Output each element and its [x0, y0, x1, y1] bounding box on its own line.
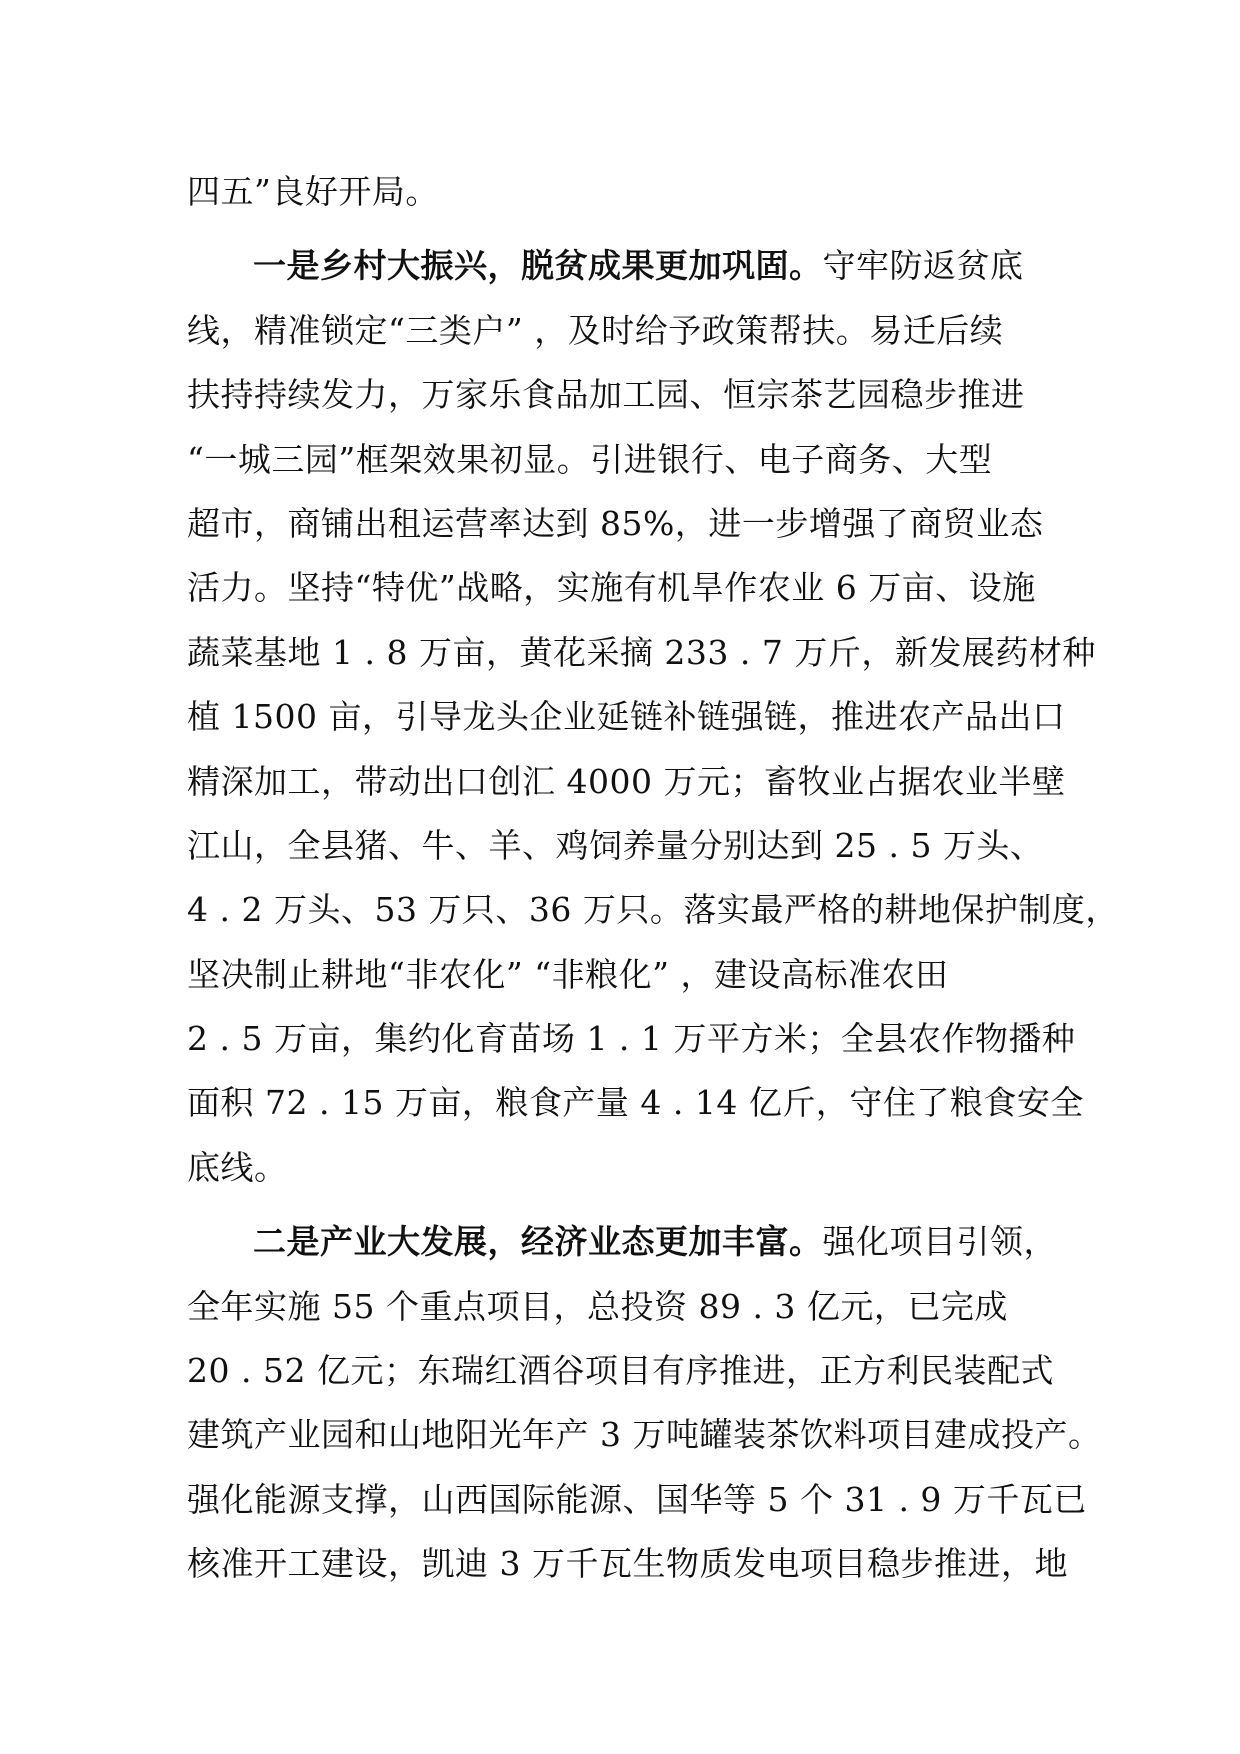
paragraph-line: 建筑产业园和山地阳光年产 3 万吨罐装茶饮料项目建成投产。 — [187, 1415, 1102, 1455]
paragraph-line: “一城三园”框架效果初显。引进银行、电子商务、大型 — [187, 439, 993, 479]
paragraph-line: 活力。坚持“特优”战略，实施有机旱作农业 6 万亩、设施 — [187, 568, 1036, 608]
paragraph-text: 守牢防返贫底 — [822, 246, 1024, 286]
paragraph-line: 线，精准锁定“三类户” ，及时给予政策帮扶。易迁后续 — [187, 310, 1004, 350]
paragraph-gap — [187, 1200, 1057, 1210]
paragraph-line: 4 . 2 万头、53 万只、36 万只。落实最严格的耕地保护制度， — [187, 890, 1119, 930]
paragraph-line: 四五”良好开局。 — [187, 172, 439, 211]
paragraph-line: 植 1500 亩，引导龙头企业延链补链强链，推进农产品出口 — [187, 697, 1066, 737]
paragraph-line: 全年实施 55 个重点项目，总投资 89 . 3 亿元，已完成 — [187, 1286, 1008, 1326]
paragraph-lead-heading: 一是乡村大振兴，脱贫成果更加巩固。 — [253, 246, 823, 286]
paragraph-line: 精深加工，带动出口创汇 4000 万元；畜牧业占据农业半壁 — [187, 761, 1066, 801]
paragraph-text: 强化项目引领， — [822, 1222, 1057, 1262]
paragraph-line: 2 . 5 万亩，集约化育苗场 1 . 1 万平方米；全县农作物播种 — [187, 1019, 1076, 1059]
paragraph-line: 江山，全县猪、牛、羊、鸡饲养量分别达到 25 . 5 万头、 — [187, 825, 1044, 865]
paragraph-line: 超市，商铺出租运营率达到 85%，进一步增强了商贸业态 — [187, 503, 1044, 543]
paragraph-line: 强化能源支撑，山西国际能源、国华等 5 个 31 . 9 万千瓦已 — [187, 1479, 1087, 1519]
paragraph-line: 蔬菜基地 1 . 8 万亩，黄花采摘 233 . 7 万斤，新发展药材种 — [187, 632, 1096, 672]
paragraph-line: 核准开工建设，凯迪 3 万千瓦生物质发电项目稳步推进，地 — [187, 1544, 1068, 1584]
paragraph-line: 扶持持续发力，万家乐食品加工园、恒宗茶艺园稳步推进 — [187, 375, 1025, 415]
paragraph-line: 坚决制止耕地“非农化” “非粮化” ，建设高标准农田 — [187, 954, 949, 994]
paragraph-lead-heading: 二是产业大发展，经济业态更加丰富。 — [253, 1222, 823, 1262]
document-body — [187, 160, 1119, 1597]
paragraph-line: 面积 72 . 15 万亩，粮食产量 4 . 14 亿斤，守住了粮食安全 — [187, 1083, 1084, 1123]
paragraph-line: 底线。 — [187, 1147, 288, 1187]
paragraph-first-line — [187, 234, 1057, 298]
paragraph-first-line — [187, 1210, 1057, 1274]
paragraph-gap — [187, 224, 1057, 234]
paragraph-line: 20 . 52 亿元；东瑞红酒谷项目有序推进，正方利民装配式 — [187, 1351, 1054, 1391]
